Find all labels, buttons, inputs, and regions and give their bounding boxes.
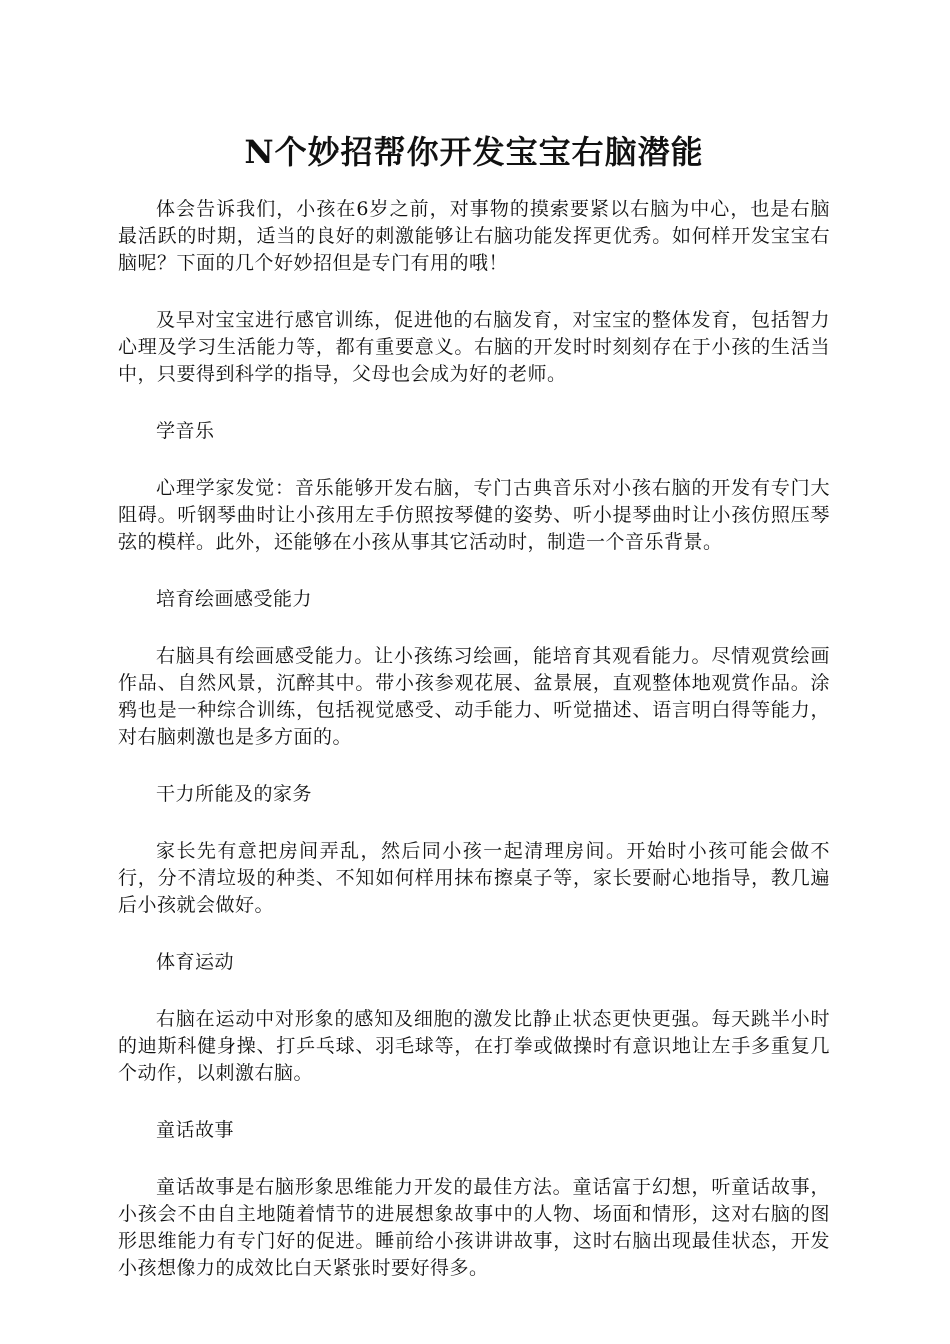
paragraph-housework: 家长先有意把房间弄乱，然后同小孩一起清理房间。开始时小孩可能会做不行，分不清垃圾的种类、不知如何样用抹布擦桌子等，家长要耐心地指导，教几遍后小孩就会做好。	[118, 840, 830, 916]
paragraph-fairy-tales: 童话故事是右脑形象思维能力开发的最佳方法。童话富于幻想，听童话故事，小孩会不由自主地随着情节的进展想象故事中的人物、场面和情形，这对右脑的图形思维能力有专门好的促进。睡前给小孩讲讲故事，这时右脑出现最佳状态，开发小孩想像力的成效比白天紧张时要好得多。	[118, 1176, 830, 1279]
document-title: N个妙招帮你开发宝宝右脑潜能	[244, 133, 704, 171]
paragraph-music: 心理学家发觉：音乐能够开发右脑，专门古典音乐对小孩右脑的开发有专门大阻碍。听钢琴曲时让小孩用左手仿照按琴健的姿势、听小提琴曲时让小孩仿照压琴弦的模样。此外，还能够在小孩从事其它活动时，制造一个音乐背景。	[118, 477, 830, 553]
section-heading-drawing: 培育绘画感受能力	[156, 588, 313, 610]
section-heading-housework: 干力所能及的家务	[156, 783, 313, 805]
paragraph-sensory-training: 及早对宝宝进行感官训练，促进他的右脑发育，对宝宝的整体发育，包括智力心理及学习生活能力等，都有重要意义。右脑的开发时时刻刻存在于小孩的生活当中，只要得到科学的指导，父母也会成为好的老师。	[118, 309, 830, 385]
document-page	[118, 0, 830, 1312]
section-heading-sports: 体育运动	[156, 951, 235, 973]
paragraph-sports: 右脑在运动中对形象的感知及细胞的激发比静止状态更快更强。每天跳半小时的迪斯科健身操、打乒乓球、羽毛球等，在打拳或做操时有意识地让左手多重复几个动作，以刺激右脑。	[118, 1008, 830, 1084]
document-body	[118, 196, 830, 1282]
section-heading-fairy-tales: 童话故事	[156, 1119, 235, 1141]
paragraph-drawing: 右脑具有绘画感受能力。让小孩练习绘画，能培育其观看能力。尽情观赏绘画作品、自然风景，沉醉其中。带小孩参观花展、盆景展，直观整体地观赏作品。涂鸦也是一种综合训练，包括视觉感受、动手能力、听觉描述、语言明白得等能力，对右脑刺激也是多方面的。	[118, 645, 830, 748]
section-heading-music: 学音乐	[156, 420, 215, 442]
paragraph-intro: 体会告诉我们，小孩在6岁之前，对事物的摸索要紧以右脑为中心，也是右脑最活跃的时期，适当的良好的刺激能够让右脑功能发挥更优秀。如何样开发宝宝右脑呢？下面的几个好妙招但是专门有用的哦！	[118, 198, 830, 274]
